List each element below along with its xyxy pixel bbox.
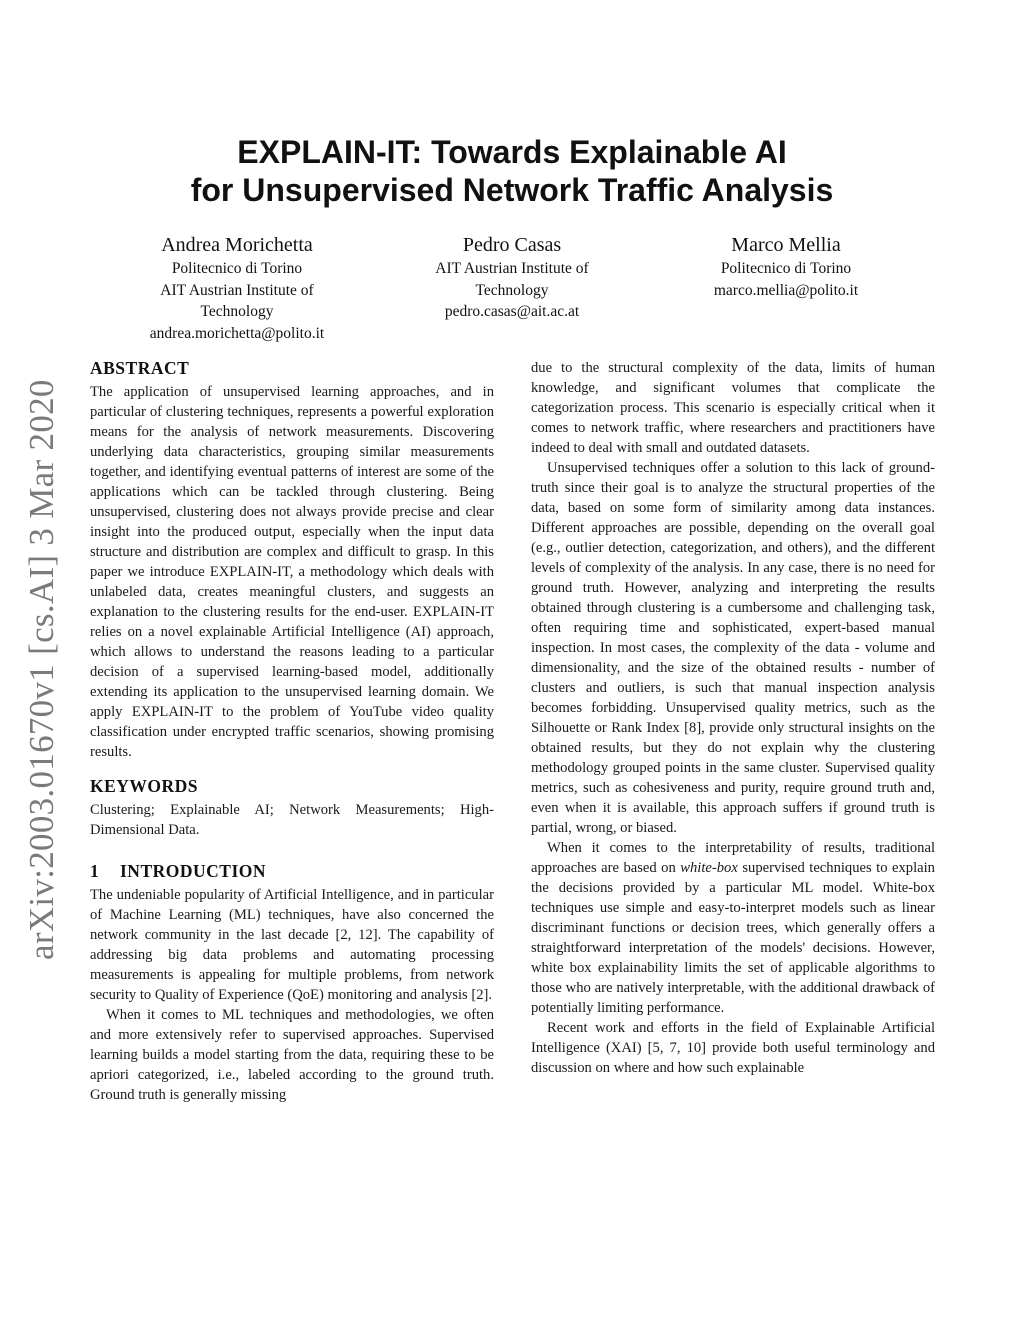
keywords-text: Clustering; Explainable AI; Network Measurements; High-Dimensional Data. <box>90 802 494 838</box>
intro-paragraph-3: due to the structural complexity of the data, limits of human knowledge, and significant volumes that complicate the categorization process. This scenario is especially critical when it comes to network traffic, where researchers and practitioners have indeed to deal with small and outdated datasets. <box>531 360 935 456</box>
introduction-heading <box>90 860 494 882</box>
right-column <box>531 358 935 1078</box>
author-affiliation: AIT Austrian Institute of <box>160 281 314 299</box>
intro-paragraph-6: Recent work and efforts in the field of Explainable Artificial Intelligence (XAI) [5, 7, 10] provide both useful terminology and discussion on where and how such explainable <box>531 1020 935 1076</box>
keywords-heading: KEYWORDS <box>90 776 199 796</box>
author-email: pedro.casas@ait.ac.at <box>444 303 580 320</box>
paper-title <box>80 133 944 209</box>
author-email: marco.mellia@polito.it <box>713 281 859 299</box>
author-affiliation: Technology <box>200 303 274 320</box>
intro-paragraph-1: The undeniable popularity of Artificial Intelligence, and in particular of Machine Learning (ML) techniques, have also concerned the network community in the last decade [2, 12]. The capability of addressing big data problems and automating processing measurements is appealing for multiple problems, from network security to Quality of Experience (QoE) monitoring and analysis [2]. <box>90 887 494 1003</box>
author-name: Pedro Casas <box>462 234 562 256</box>
author-affiliation: Technology <box>475 281 549 299</box>
author-block-2 <box>396 232 628 323</box>
left-column <box>90 357 494 1105</box>
paragraph-text: supervised techniques to explain the decisions provided by a particular ML model. White-box techniques use simple and easy-to-interpret models such as linear discriminant functions or decision trees, which generally offers a straightforward interpretation of the models' decisions. However, white box explainability limits the set of applicable algorithms to those who are natively interpretable, with the additional drawback of potentially limiting performance. <box>531 860 935 1016</box>
author-block-3 <box>676 232 896 301</box>
section-title: INTRODUCTION <box>120 861 267 881</box>
author-affiliation: Politecnico di Torino <box>171 260 303 277</box>
title-line-1: EXPLAIN-IT: Towards Explainable AI <box>237 134 787 170</box>
author-name: Andrea Morichetta <box>161 234 313 256</box>
intro-paragraph-2: When it comes to ML techniques and methodologies, we often and more extensively refer to supervised approaches. Supervised learning builds a model starting from the data, requiring these to be apriori categorized, i.e., labeled according to the ground truth. Ground truth is generally missing <box>90 1007 494 1103</box>
author-affiliation: AIT Austrian Institute of <box>435 260 589 277</box>
intro-paragraph-4: Unsupervised techniques offer a solution to this lack of ground-truth since their goal is to analyze the structural properties of the data, based on some form of similarity among data instances. Different approaches are possible, depending on the overall goal (e.g., outlier detection, categorization, and others), and the different levels of complexity of the analysis. In any case, there is no need for ground truth. However, analyzing and interpreting the results obtained through clustering is a cumbersome and challenging task, often requiring time and sophisticated, expert-based manual inspection. In most cases, the complexity of the data - volume and dimensionality, and the size of the obtained results - number of clusters and outliers, is such that manual inspection analysis becomes forbidding. Unsupervised quality metrics, such as the Silhouette or Rank Index [8], provide only structural insights on the obtained results, but they do not explain why the clustering methodology grouped points in the same cluster. Supervised quality metrics, such as cohesiveness and purity, require ground truth and, even when it is available, this approach suffers if ground truth is partial, wrong, or biased. <box>531 460 935 836</box>
author-name: Marco Mellia <box>731 234 841 256</box>
abstract-heading: ABSTRACT <box>90 358 190 378</box>
paragraph-text: When it comes to the interpretability of results, traditional approaches are based on <box>531 840 935 876</box>
emphasis-text: white-box <box>680 860 738 876</box>
author-block-1 <box>117 232 357 344</box>
abstract-text: The application of unsupervised learning approaches, and in particular of clustering techniques, represents a powerful exploration means for the analysis of network measurements. Discovering underlying data characteristics, grouping similar measurements together, and identifying eventual patterns of interest are some of the applications which can be tackled through clustering. Being unsupervised, clustering does not always provide precise and clear insight into the produced output, especially when the input data structure and distribution are complex and difficult to grasp. In this paper we introduce EXPLAIN-IT, a methodology which deals with unlabeled data, creates meaningful clusters, and suggests an explanation to the clustering results for the end-user. EXPLAIN-IT relies on a novel explainable Artificial Intelligence (AI) approach, which allows to understand the reasons leading to a particular decision of a supervised learning-based model, additionally extending its application to the unsupervised learning domain. We apply EXPLAIN-IT to the problem of YouTube video quality classification under encrypted traffic scenarios, showing promising results. <box>90 384 494 760</box>
title-line-2: for Unsupervised Network Traffic Analysis <box>190 172 834 208</box>
intro-paragraph-5 <box>531 838 935 1018</box>
section-number: 1 <box>90 861 100 881</box>
arxiv-id-text: arXiv:2003.01670v1 [cs.AI] 3 Mar 2020 <box>22 379 61 960</box>
author-email: andrea.morichetta@polito.it <box>149 324 325 342</box>
author-affiliation: Politecnico di Torino <box>720 260 852 277</box>
arxiv-identifier-stamp <box>20 360 64 960</box>
